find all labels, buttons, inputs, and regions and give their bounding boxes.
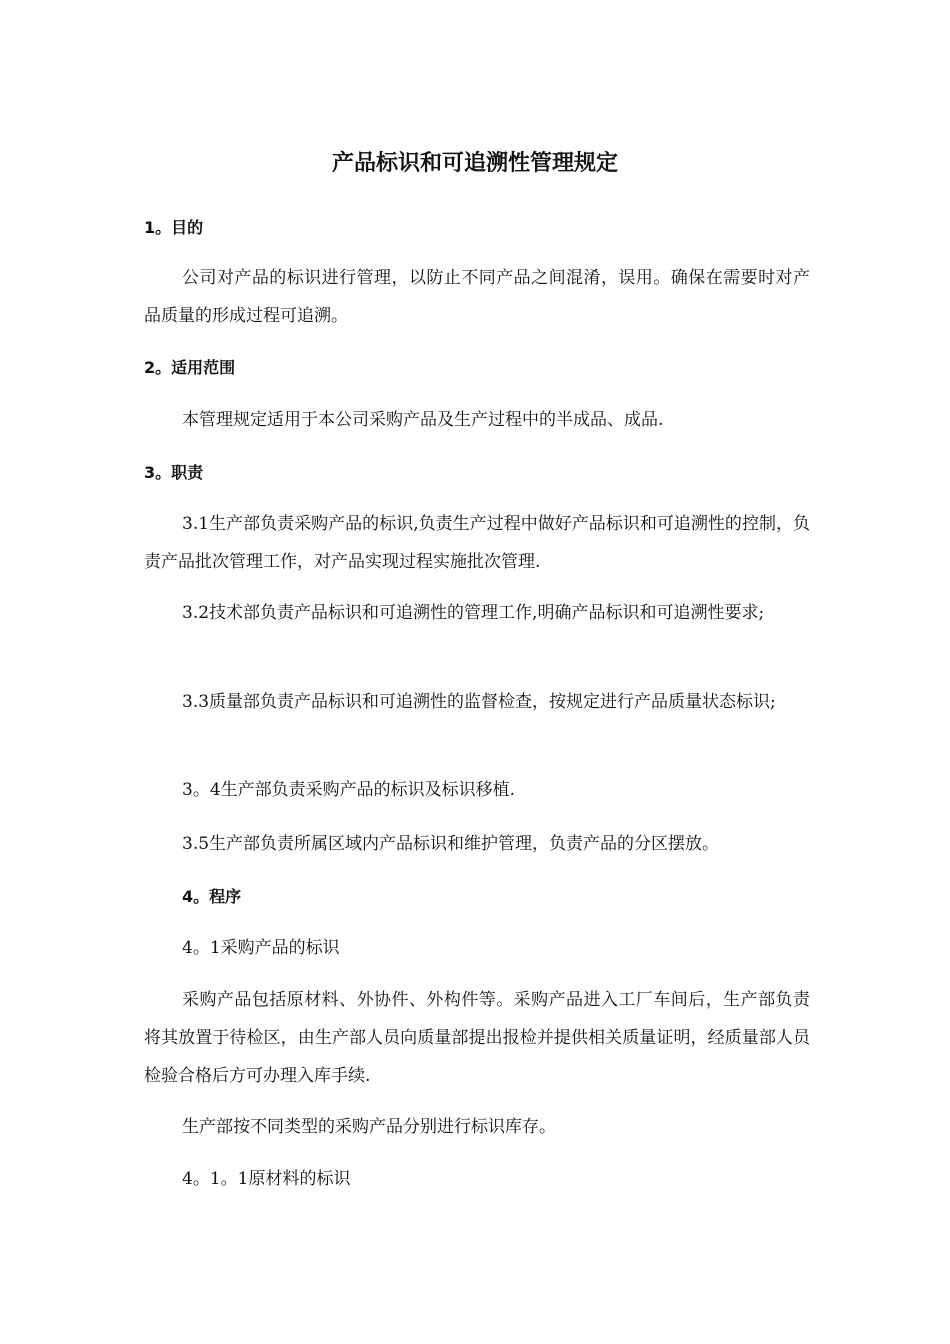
section-heading-procedure: 4。程序 [182,887,242,906]
paragraph-procedure-4-1: 4。1采购产品的标识 [182,938,340,958]
section-heading-scope: 2。适用范围 [144,358,236,377]
paragraph-purpose: 公司对产品的标识进行管理，以防止不同产品之间混淆，误用。确保在需要时对产品质量的形成过程可追溯。 [144,268,810,326]
paragraph-scope: 本管理规定适用于本公司采购产品及生产过程中的半成品、成品. [182,410,664,430]
paragraph-responsibility-3-1: 3.1生产部负责采购产品的标识,负责生产过程中做好产品标识和可追溯性的控制，负责产品批次管理工作，对产品实现过程实施批次管理. [144,514,810,572]
paragraph-procedure-storage: 生产部按不同类型的采购产品分别进行标识库存。 [182,1117,556,1137]
section-heading-responsibilities: 3。职责 [144,463,204,482]
document-title: 产品标识和可追溯性管理规定 [331,151,618,176]
paragraph-responsibility-3-4: 3。4生产部负责采购产品的标识及标识移植. [182,780,516,800]
paragraph-responsibility-3-3: 3.3质量部负责产品标识和可追溯性的监督检查，按规定进行产品质量状态标识; [182,692,776,712]
paragraph-responsibility-3-5: 3.5生产部负责所属区域内产品标识和维护管理，负责产品的分区摆放。 [182,834,720,854]
paragraph-responsibility-3-2: 3.2技术部负责产品标识和可追溯性的管理工作,明确产品标识和可追溯性要求; [182,603,765,623]
section-heading-purpose: 1。目的 [144,218,204,237]
paragraph-procedure-purchased-products: 采购产品包括原材料、外协件、外构件等。采购产品进入工厂车间后，生产部负责将其放置于待检区，由生产部人员向质量部提出报检并提供相关质量证明，经质量部人员检验合格后方可办理入库手续. [144,990,810,1086]
paragraph-procedure-4-1-1: 4。1。1原材料的标识 [182,1169,351,1189]
